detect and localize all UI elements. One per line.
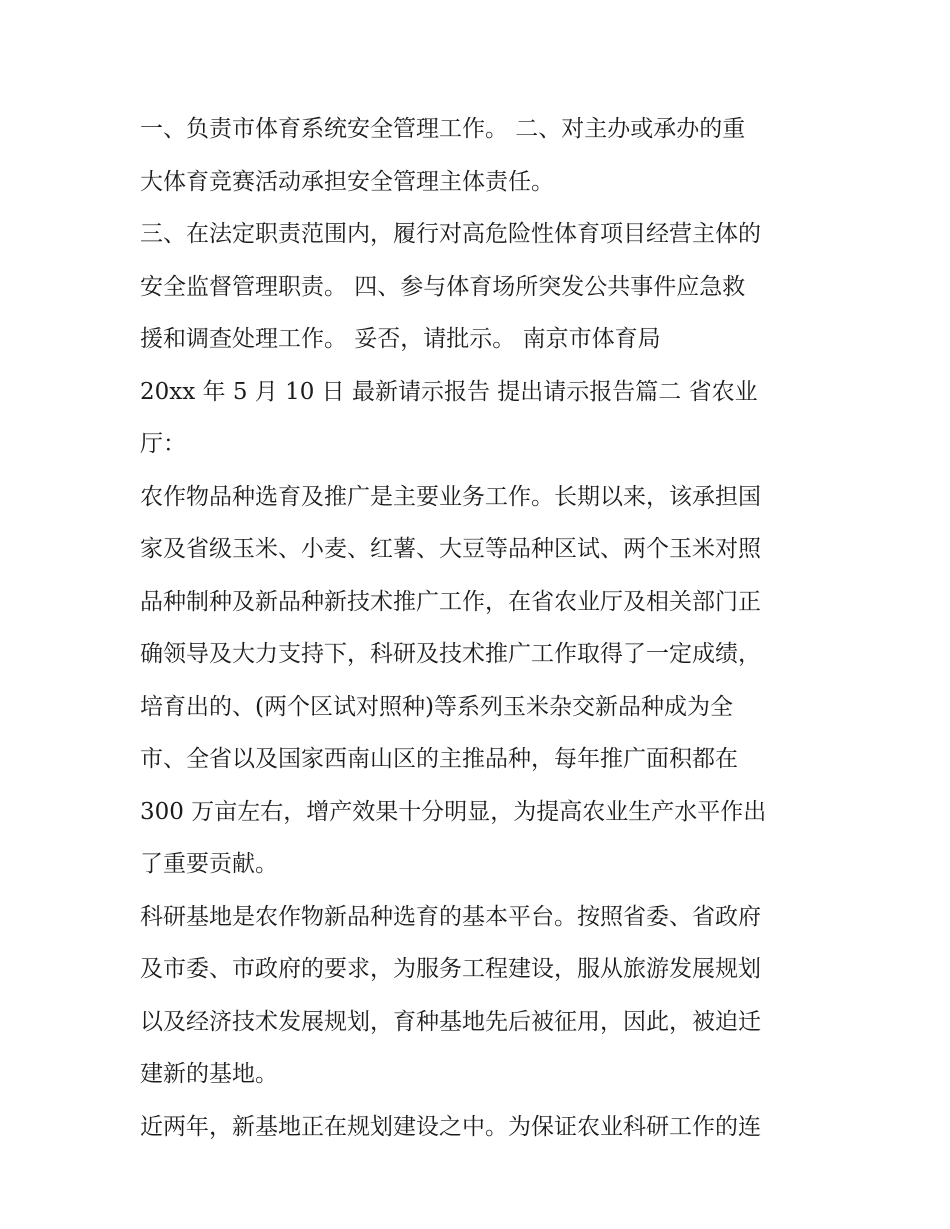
text-line-8: 农作物品种选育及推广是主要业务工作。长期以来，该承担国 [140, 483, 761, 510]
text-line-10: 品种制种及新品种新技术推广工作，在省农业厅及相关部门正 [140, 588, 761, 615]
text-line-13: 市、全省以及国家西南山区的主推品种，每年推广面积都在 [140, 746, 738, 772]
text-line-17: 及市委、市政府的要求，为服务工程建设，服从旅游发展规划 [140, 956, 761, 982]
text-line-1: 一、负责市体育系统安全管理工作。 二、对主办或承办的重 [140, 116, 746, 142]
text-line-19: 建新的基地。 [140, 1061, 278, 1087]
text-line-14: 300 万亩左右，增产效果十分明显，为提高农业生产水平作出 [140, 798, 767, 825]
text-line-4: 安全监督管理职责。 四、参与体育场所突发公共事件应急救 [140, 273, 746, 300]
text-line-6: 20xx 年 5 月 10 日 最新请示报告 提出请示报告篇二 省农业 [140, 378, 758, 405]
text-line-12: 培育出的、(两个区试对照种)等系列玉米杂交新品种成为全 [140, 693, 733, 720]
document-body [140, 103, 820, 1153]
text-line-9: 家及省级玉米、小麦、红薯、大豆等品种区试、两个玉米对照 [140, 536, 761, 562]
text-line-5: 援和调查处理工作。 妥否，请批示。 南京市体育局 [140, 326, 661, 352]
text-line-7: 厅： [140, 431, 186, 457]
text-line-16: 科研基地是农作物新品种选育的基本平台。按照省委、省政府 [140, 903, 761, 930]
text-line-20: 近两年，新基地正在规划建设之中。为保证农业科研工作的连 [140, 1113, 761, 1140]
text-line-3: 三、在法定职责范围内，履行对高危险性体育项目经营主体的 [140, 221, 761, 247]
text-line-11: 确领导及大力支持下，科研及技术推广工作取得了一定成绩， [140, 641, 761, 667]
text-line-15: 了重要贡献。 [140, 851, 278, 877]
text-line-18: 以及经济技术发展规划，育种基地先后被征用，因此，被迫迁 [140, 1008, 761, 1035]
text-line-2: 大体育竞赛活动承担安全管理主体责任。 [140, 168, 554, 195]
